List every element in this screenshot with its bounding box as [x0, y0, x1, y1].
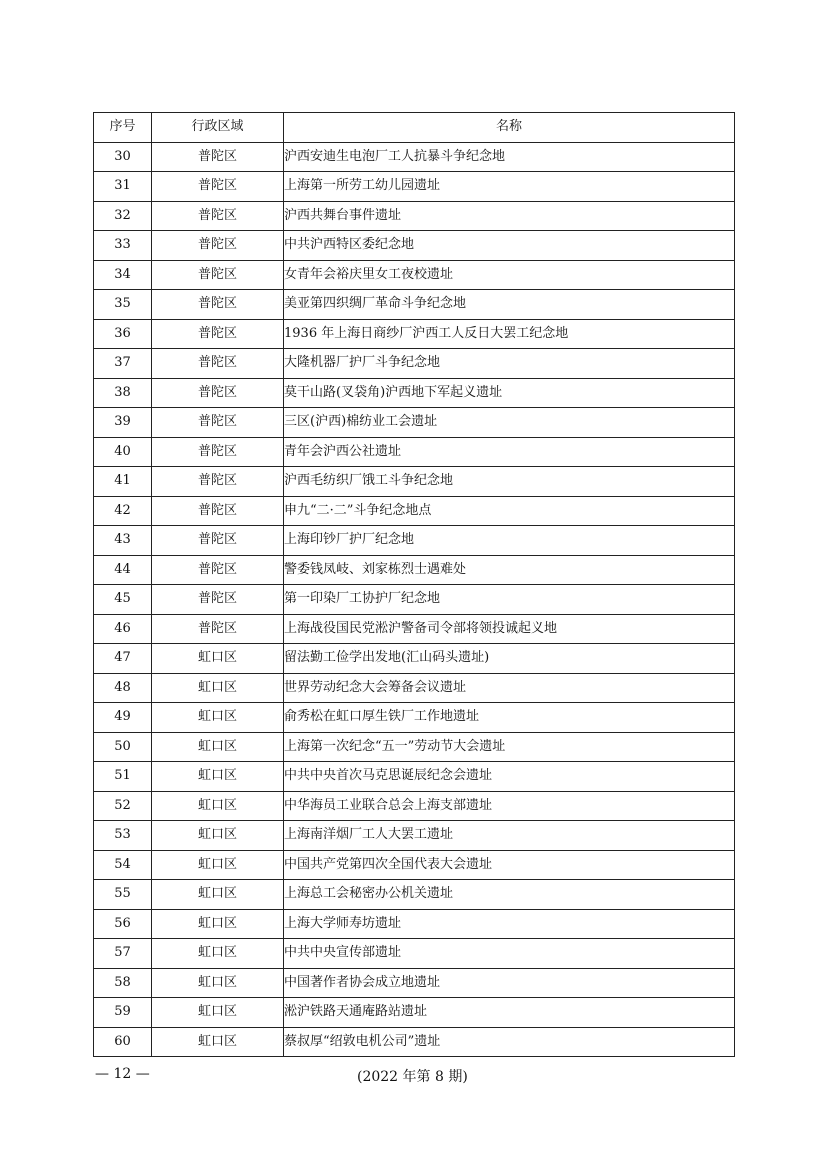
table-header-row — [94, 113, 735, 143]
row-number: 41 — [94, 467, 152, 497]
table-row — [94, 998, 735, 1028]
row-district: 普陀区 — [152, 231, 284, 261]
table-row — [94, 172, 735, 202]
table-row — [94, 319, 735, 349]
row-district: 虹口区 — [152, 732, 284, 762]
table-row — [94, 378, 735, 408]
table-row — [94, 614, 735, 644]
row-name: 上海印钞厂护厂纪念地 — [284, 526, 735, 556]
row-name: 俞秀松在虹口厚生铁厂工作地遗址 — [284, 703, 735, 733]
row-district: 普陀区 — [152, 614, 284, 644]
row-number: 53 — [94, 821, 152, 851]
table-row — [94, 850, 735, 880]
table-row — [94, 496, 735, 526]
row-name: 沪西共舞台事件遗址 — [284, 201, 735, 231]
row-name: 留法勤工俭学出发地(汇山码头遗址) — [284, 644, 735, 674]
row-district: 虹口区 — [152, 968, 284, 998]
table-row — [94, 231, 735, 261]
row-number: 43 — [94, 526, 152, 556]
row-district: 虹口区 — [152, 939, 284, 969]
row-name: 中国共产党第四次全国代表大会遗址 — [284, 850, 735, 880]
table-row — [94, 526, 735, 556]
row-name: 1936 年上海日商纱厂沪西工人反日大罢工纪念地 — [284, 319, 735, 349]
page-number: — 12 — — [95, 1066, 150, 1082]
row-district: 虹口区 — [152, 998, 284, 1028]
table-row — [94, 821, 735, 851]
row-number: 44 — [94, 555, 152, 585]
row-name: 警委钱凤岐、刘家栋烈士遇难处 — [284, 555, 735, 585]
row-name: 上海总工会秘密办公机关遗址 — [284, 880, 735, 910]
table-row — [94, 467, 735, 497]
row-number: 60 — [94, 1027, 152, 1057]
table-row — [94, 437, 735, 467]
row-number: 50 — [94, 732, 152, 762]
row-number: 46 — [94, 614, 152, 644]
row-district: 普陀区 — [152, 467, 284, 497]
row-district: 虹口区 — [152, 791, 284, 821]
row-number: 32 — [94, 201, 152, 231]
row-district: 虹口区 — [152, 673, 284, 703]
row-name: 女青年会裕庆里女工夜校遗址 — [284, 260, 735, 290]
table-row — [94, 968, 735, 998]
row-district: 普陀区 — [152, 319, 284, 349]
row-number: 56 — [94, 909, 152, 939]
row-number: 57 — [94, 939, 152, 969]
row-name: 三区(沪西)棉纺业工会遗址 — [284, 408, 735, 438]
row-name: 沪西毛纺织厂饿工斗争纪念地 — [284, 467, 735, 497]
row-district: 虹口区 — [152, 821, 284, 851]
row-number: 40 — [94, 437, 152, 467]
row-name: 上海大学师寿坊遗址 — [284, 909, 735, 939]
row-number: 51 — [94, 762, 152, 792]
row-number: 47 — [94, 644, 152, 674]
row-name: 大隆机器厂护厂斗争纪念地 — [284, 349, 735, 379]
row-name: 第一印染厂工协护厂纪念地 — [284, 585, 735, 615]
row-district: 虹口区 — [152, 909, 284, 939]
table-row — [94, 673, 735, 703]
row-district: 普陀区 — [152, 290, 284, 320]
row-name: 美亚第四织绸厂革命斗争纪念地 — [284, 290, 735, 320]
row-district: 普陀区 — [152, 260, 284, 290]
table-row — [94, 791, 735, 821]
row-district: 虹口区 — [152, 703, 284, 733]
row-number: 36 — [94, 319, 152, 349]
row-number: 39 — [94, 408, 152, 438]
row-name: 沪西安迪生电泡厂工人抗暴斗争纪念地 — [284, 142, 735, 172]
header-district: 行政区域 — [152, 113, 284, 143]
table-row — [94, 142, 735, 172]
row-number: 49 — [94, 703, 152, 733]
row-name: 中共沪西特区委纪念地 — [284, 231, 735, 261]
table-row — [94, 1027, 735, 1057]
row-district: 虹口区 — [152, 880, 284, 910]
row-district: 普陀区 — [152, 378, 284, 408]
row-name: 中共中央宣传部遗址 — [284, 939, 735, 969]
row-number: 35 — [94, 290, 152, 320]
row-number: 45 — [94, 585, 152, 615]
row-number: 59 — [94, 998, 152, 1028]
table-row — [94, 939, 735, 969]
table-row — [94, 880, 735, 910]
row-district: 普陀区 — [152, 142, 284, 172]
table-row — [94, 909, 735, 939]
row-district: 普陀区 — [152, 172, 284, 202]
table-row — [94, 290, 735, 320]
table-row — [94, 555, 735, 585]
row-district: 普陀区 — [152, 526, 284, 556]
row-number: 55 — [94, 880, 152, 910]
row-number: 33 — [94, 231, 152, 261]
row-district: 普陀区 — [152, 349, 284, 379]
row-name: 中国著作者协会成立地遗址 — [284, 968, 735, 998]
row-name: 青年会沪西公社遗址 — [284, 437, 735, 467]
row-number: 54 — [94, 850, 152, 880]
table-row — [94, 585, 735, 615]
row-district: 普陀区 — [152, 437, 284, 467]
row-name: 上海第一所劳工幼儿园遗址 — [284, 172, 735, 202]
table-row — [94, 732, 735, 762]
table-row — [94, 644, 735, 674]
row-number: 52 — [94, 791, 152, 821]
row-number: 58 — [94, 968, 152, 998]
row-district: 虹口区 — [152, 762, 284, 792]
row-number: 30 — [94, 142, 152, 172]
row-number: 37 — [94, 349, 152, 379]
table-row — [94, 703, 735, 733]
row-number: 48 — [94, 673, 152, 703]
row-district: 虹口区 — [152, 850, 284, 880]
row-district: 普陀区 — [152, 555, 284, 585]
row-name: 申九“二·二”斗争纪念地点 — [284, 496, 735, 526]
header-no: 序号 — [94, 113, 152, 143]
row-district: 虹口区 — [152, 1027, 284, 1057]
row-number: 42 — [94, 496, 152, 526]
row-name: 中共中央首次马克思诞辰纪念会遗址 — [284, 762, 735, 792]
table-row — [94, 349, 735, 379]
row-name: 中华海员工业联合总会上海支部遗址 — [284, 791, 735, 821]
header-name: 名称 — [284, 113, 735, 143]
table-row — [94, 762, 735, 792]
issue-label: (2022 年第 8 期) — [357, 1069, 468, 1085]
row-number: 38 — [94, 378, 152, 408]
table-body — [94, 142, 735, 1057]
table-row — [94, 408, 735, 438]
table-row — [94, 201, 735, 231]
row-name: 世界劳动纪念大会筹备会议遗址 — [284, 673, 735, 703]
row-name: 淞沪铁路天通庵路站遗址 — [284, 998, 735, 1028]
row-district: 普陀区 — [152, 585, 284, 615]
row-name: 上海第一次纪念“五一”劳动节大会遗址 — [284, 732, 735, 762]
row-district: 虹口区 — [152, 644, 284, 674]
row-name: 蔡叔厚“绍敦电机公司”遗址 — [284, 1027, 735, 1057]
row-name: 上海战役国民党淞沪警备司令部将领投诚起义地 — [284, 614, 735, 644]
row-number: 31 — [94, 172, 152, 202]
row-district: 普陀区 — [152, 408, 284, 438]
table-row — [94, 260, 735, 290]
row-district: 普陀区 — [152, 201, 284, 231]
row-district: 普陀区 — [152, 496, 284, 526]
row-name: 莫干山路(叉袋角)沪西地下军起义遗址 — [284, 378, 735, 408]
heritage-sites-table — [93, 112, 735, 1057]
row-number: 34 — [94, 260, 152, 290]
row-name: 上海南洋烟厂工人大罢工遗址 — [284, 821, 735, 851]
